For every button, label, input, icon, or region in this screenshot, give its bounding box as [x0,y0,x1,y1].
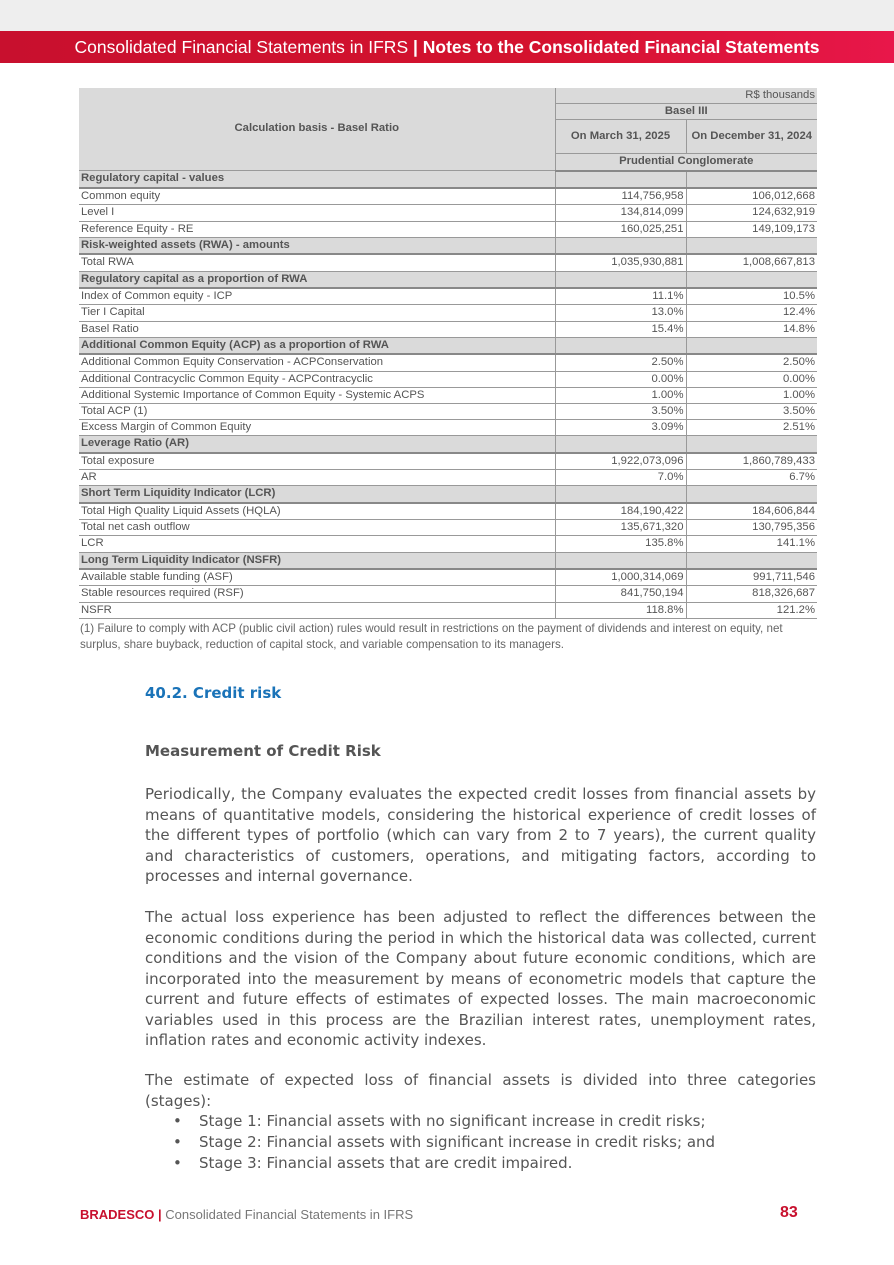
value-mar-2025: 7.0% [555,470,686,486]
paragraph-3: The estimate of expected loss of financial assets is divided into three categories (stages): [145,1071,816,1110]
value-mar-2025: 13.0% [555,305,686,321]
value-mar-2025: 135.8% [555,536,686,552]
value-dec-2024: 106,012,668 [686,188,817,205]
unit-label: R$ thousands [555,88,817,104]
value-dec-2024: 991,711,546 [686,569,817,586]
section-label: Regulatory capital - values [79,171,555,189]
value-dec-2024 [686,337,817,354]
row-label: Level I [79,205,555,221]
value-dec-2024: 149,109,173 [686,221,817,237]
value-mar-2025: 135,671,320 [555,520,686,536]
column-header-mar-2025: On March 31, 2025 [555,120,686,154]
table-row [79,371,817,387]
section-label: Short Term Liquidity Indicator (LCR) [79,486,555,503]
table-row [79,420,817,436]
table-section-row [79,237,817,254]
table-row [79,321,817,337]
row-label: NSFR [79,602,555,618]
section-label: Leverage Ratio (AR) [79,436,555,453]
value-mar-2025: 3.09% [555,420,686,436]
value-dec-2024: 2.51% [686,420,817,436]
footer-separator: | [158,1207,162,1222]
value-dec-2024: 1.00% [686,387,817,403]
list-item-text: Stage 3: Financial assets that are credit impaired. [199,1154,573,1172]
table-row [79,569,817,586]
value-dec-2024: 3.50% [686,404,817,420]
top-strip [0,0,894,31]
table-section-row [79,337,817,354]
value-mar-2025 [555,552,686,569]
value-mar-2025 [555,237,686,254]
header-separator: | [413,37,418,57]
section-label: Long Term Liquidity Indicator (NSFR) [79,552,555,569]
section-label: Risk-weighted assets (RWA) - amounts [79,237,555,254]
list-item-text: Stage 1: Financial assets with no significant increase in credit risks; [199,1112,706,1130]
value-dec-2024: 1,860,789,433 [686,453,817,470]
value-mar-2025: 11.1% [555,288,686,305]
row-label: Additional Systemic Importance of Common Equity - Systemic ACPS [79,387,555,403]
table-footnote: (1) Failure to comply with ACP (public civil action) rules would result in restrictions on the payment of dividends and interest on equity, net surplus, share buyback, reduction of capital stock, and variable compensation to its managers. [80,622,783,651]
value-dec-2024: 2.50% [686,354,817,371]
value-mar-2025: 118.8% [555,602,686,618]
value-mar-2025 [555,337,686,354]
row-label: Common equity [79,188,555,205]
value-dec-2024: 121.2% [686,602,817,618]
value-dec-2024 [686,237,817,254]
value-mar-2025 [555,486,686,503]
section-title: 40.2. Credit risk [145,684,282,702]
basel-table-container [79,88,817,619]
table-section-row [79,436,817,453]
value-mar-2025 [555,436,686,453]
header-part2: Notes to the Consolidated Financial Statements [422,37,820,57]
value-dec-2024: 12.4% [686,305,817,321]
value-dec-2024: 124,632,919 [686,205,817,221]
list-item [145,1153,816,1174]
value-mar-2025: 114,756,958 [555,188,686,205]
row-label: Total RWA [79,254,555,271]
table-row [79,602,817,618]
value-dec-2024: 10.5% [686,288,817,305]
scope-header: Prudential Conglomerate [555,154,817,171]
paragraph-1: Periodically, the Company evaluates the expected credit losses from financial assets by means of quantitative models, considering the historical experience of credit losses of the different types of portfolio (which can vary from 2 to 7 years), the current quality and characteristics of customers, operations, and mitigating factors, according to processes and internal governance. [145,785,816,885]
value-dec-2024: 818,326,687 [686,586,817,602]
row-label: Total exposure [79,453,555,470]
list-item [145,1111,816,1132]
page-footer [80,1207,413,1222]
value-mar-2025: 841,750,194 [555,586,686,602]
table-row [79,536,817,552]
value-dec-2024: 1,008,667,813 [686,254,817,271]
table-section-row [79,271,817,288]
row-label: Tier I Capital [79,305,555,321]
row-label: Reference Equity - RE [79,221,555,237]
value-dec-2024: 130,795,356 [686,520,817,536]
value-dec-2024 [686,486,817,503]
basel-ratio-table [79,88,817,619]
row-label: Excess Margin of Common Equity [79,420,555,436]
bullet-icon: • [173,1133,182,1151]
row-label: Additional Contracyclic Common Equity - ACPContracyclic [79,371,555,387]
table-row [79,470,817,486]
table-row [79,503,817,520]
table-row [79,188,817,205]
value-mar-2025: 1.00% [555,387,686,403]
table-row [79,520,817,536]
bullet-icon: • [173,1112,182,1130]
table-section-row [79,486,817,503]
section-label: Regulatory capital as a proportion of RWA [79,271,555,288]
footer-text: Consolidated Financial Statements in IFRS [165,1207,414,1222]
value-mar-2025 [555,171,686,189]
value-mar-2025: 2.50% [555,354,686,371]
column-header-dec-2024: On December 31, 2024 [686,120,817,154]
table-row [79,254,817,271]
table-row [79,586,817,602]
table-section-row [79,552,817,569]
subsection-title: Measurement of Credit Risk [145,742,381,760]
table-row [79,305,817,321]
value-dec-2024 [686,171,817,189]
value-mar-2025: 1,922,073,096 [555,453,686,470]
row-label: Total High Quality Liquid Assets (HQLA) [79,503,555,520]
value-mar-2025: 1,000,314,069 [555,569,686,586]
value-mar-2025: 184,190,422 [555,503,686,520]
row-label: Available stable funding (ASF) [79,569,555,586]
row-label: Index of Common equity - ICP [79,288,555,305]
value-mar-2025: 1,035,930,881 [555,254,686,271]
value-mar-2025: 15.4% [555,321,686,337]
table-row [79,453,817,470]
value-dec-2024 [686,552,817,569]
value-dec-2024: 6.7% [686,470,817,486]
footer-brand: BRADESCO [80,1207,155,1222]
table-row [79,205,817,221]
bullet-icon: • [173,1154,182,1172]
value-mar-2025: 0.00% [555,371,686,387]
framework-header: Basel III [555,104,817,120]
list-item [145,1132,816,1153]
value-mar-2025 [555,271,686,288]
value-dec-2024 [686,271,817,288]
value-dec-2024: 141.1% [686,536,817,552]
table-section-row [79,171,817,189]
row-label: Total ACP (1) [79,404,555,420]
value-dec-2024 [686,436,817,453]
row-label: Stable resources required (RSF) [79,586,555,602]
calc-basis-header: Calculation basis - Basel Ratio [79,88,555,171]
value-dec-2024: 184,606,844 [686,503,817,520]
value-dec-2024: 0.00% [686,371,817,387]
value-mar-2025: 134,814,099 [555,205,686,221]
stages-list [145,1111,816,1174]
row-label: Total net cash outflow [79,520,555,536]
table-row [79,404,817,420]
value-dec-2024: 14.8% [686,321,817,337]
page-header-banner [0,31,894,63]
page-number: 83 [780,1204,798,1221]
paragraph-2: The actual loss experience has been adjusted to reflect the differences between the economic conditions during the period in which the historical data was collected, current conditions and the vision of the Company about future economic conditions, which are incorporated into the measurement by means of econometric models that capture the current and future effects of estimates of expected losses. The main macroeconomic variables used in this process are the Brazilian interest rates, unemployment rates, inflation rates and economic activity indexes. [145,908,816,1049]
table-row [79,221,817,237]
table-row [79,288,817,305]
header-part1: Consolidated Financial Statements in IFRS [74,37,409,57]
value-mar-2025: 160,025,251 [555,221,686,237]
table-row [79,387,817,403]
row-label: AR [79,470,555,486]
row-label: LCR [79,536,555,552]
row-label: Basel Ratio [79,321,555,337]
table-row [79,354,817,371]
value-mar-2025: 3.50% [555,404,686,420]
section-label: Additional Common Equity (ACP) as a proportion of RWA [79,337,555,354]
list-item-text: Stage 2: Financial assets with significant increase in credit risks; and [199,1133,716,1151]
row-label: Additional Common Equity Conservation - ACPConservation [79,354,555,371]
